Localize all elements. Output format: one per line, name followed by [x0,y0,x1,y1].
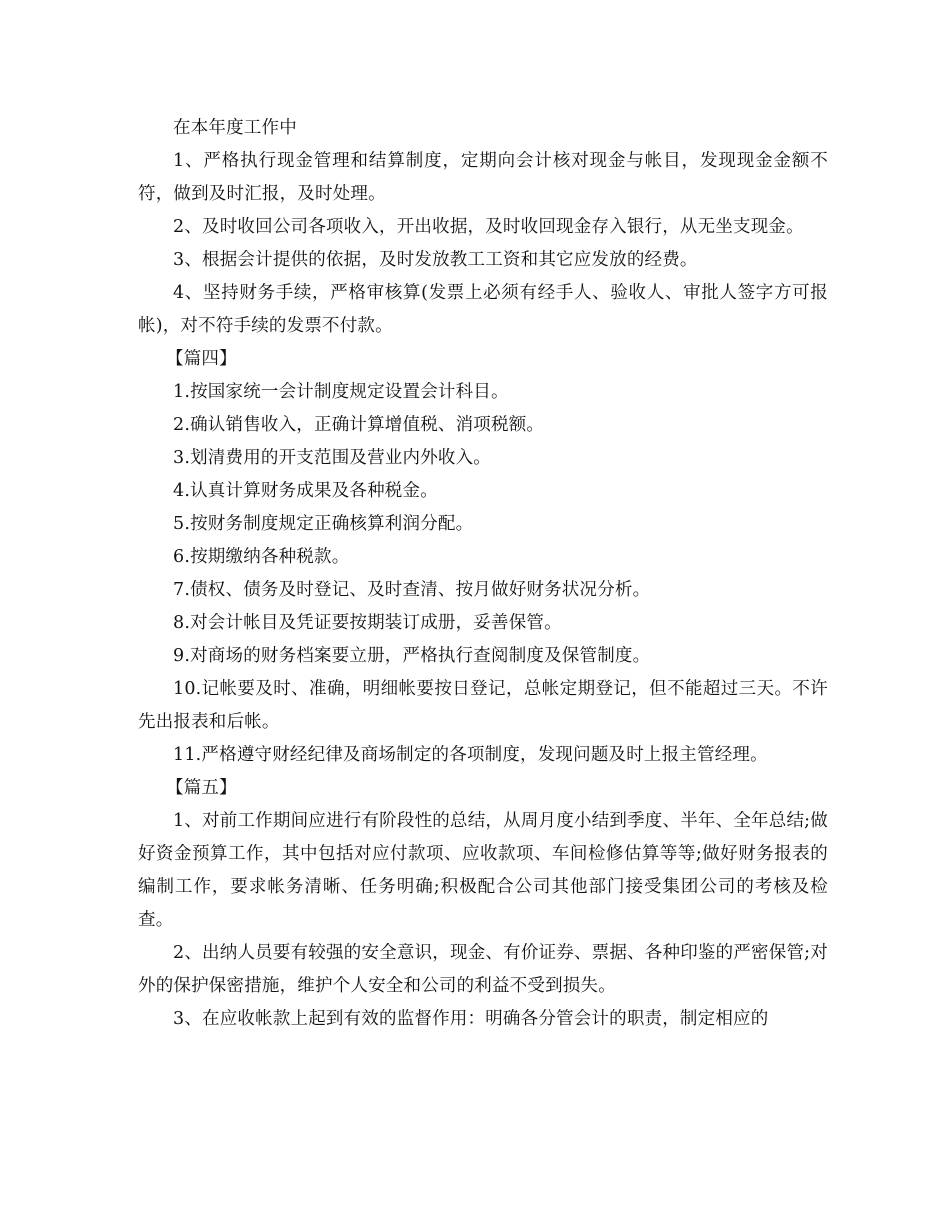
list-item: 7.债权、债务及时登记、及时查清、按月做好财务状况分析。 [173,580,651,600]
list-item: 9.对商场的财务档案要立册，严格执行查阅制度及保管制度。 [173,646,651,666]
paragraph-item-4: 4、坚持财务手续，严格审核算(发票上必须有经手人、验收人、审批人签字方可报帐)，对不符手续的发票不付款。 [138,283,828,336]
paragraph-item-3: 3、根据会计提供的依据，及时发放教工工资和其它应发放的经费。 [173,250,698,270]
list-item: 2.确认销售收入，正确计算增值税、消项税额。 [173,415,545,435]
paragraph-item-1: 1、对前工作期间应进行有阶段性的总结，从周月度小结到季度、半年、全年总结;做好资金预算工作，其中包括对应付款项、应收款项、车间检修估算等等;做好财务报表的编制工作，要求帐务清晰、任务明确;积极配合公司其他部门接受集团公司的考核及检查。 [138,811,828,930]
paragraph-item-2: 2、出纳人员要有较强的安全意识，现金、有价证券、票据、各种印鉴的严密保管;对外的保护保密措施，维护个人安全和公司的利益不受到损失。 [138,943,828,996]
list-item: 5.按财务制度规定正确核算利润分配。 [173,514,474,534]
list-item: 1.按国家统一会计制度规定设置会计科目。 [173,382,509,402]
paragraph-item-2: 2、及时收回公司各项收入，开出收据，及时收回现金存入银行，从无坐支现金。 [173,217,804,237]
paragraph-intro: 在本年度工作中 [173,118,297,138]
list-item: 6.按期缴纳各种税款。 [173,547,350,567]
paragraph-item-3: 3、在应收帐款上起到有效的监督作用：明确各分管会计的职责，制定相应的 [173,1009,769,1029]
document-body [138,112,828,1036]
list-item: 3.划清费用的开支范围及营业内外收入。 [173,448,491,468]
paragraph-item-1: 1、严格执行现金管理和结算制度，定期向会计核对现金与帐目，发现现金金额不符，做到及时汇报，及时处理。 [138,151,828,204]
list-item: 11.严格遵守财经纪律及商场制定的各项制度，发现问题及时上报主管经理。 [173,745,768,765]
section-heading-4: 【篇四】 [166,349,237,369]
list-item: 4.认真计算财务成果及各种税金。 [173,481,438,501]
list-item: 8.对会计帐目及凭证要按期装订成册，妥善保管。 [173,613,562,633]
list-item: 10.记帐要及时、准确，明细帐要按日登记，总帐定期登记，但不能超过三天。不许先出报表和后帐。 [138,679,828,732]
section-heading-5: 【篇五】 [166,778,237,798]
